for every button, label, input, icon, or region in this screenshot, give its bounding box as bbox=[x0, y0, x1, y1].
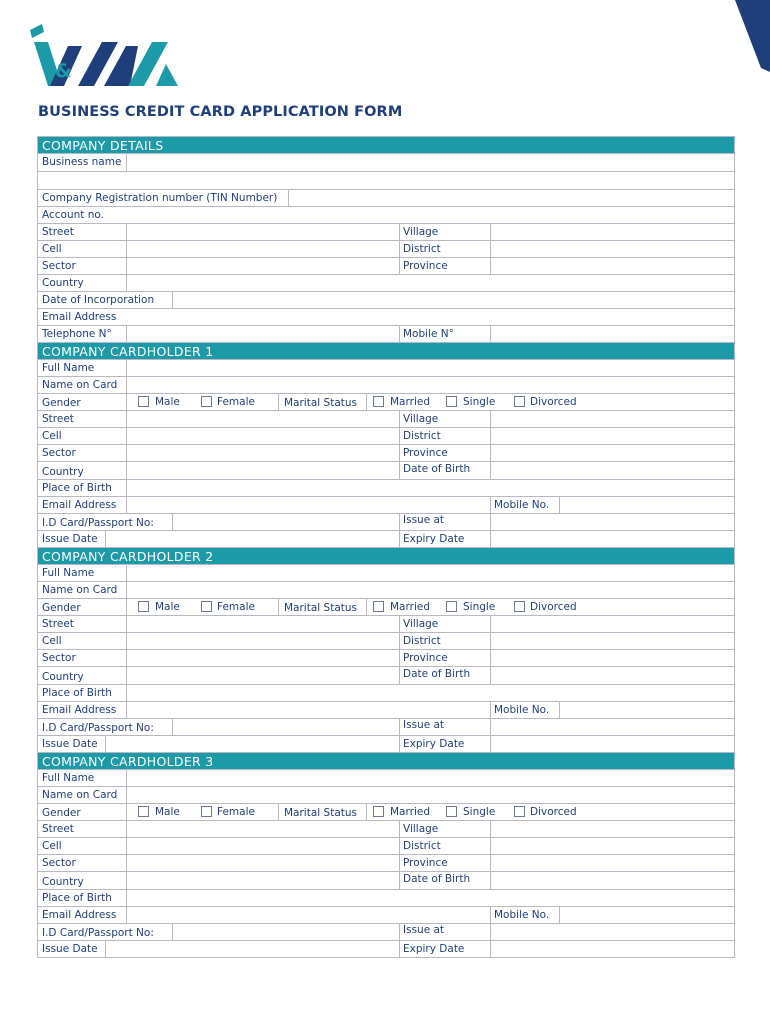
application-form bbox=[37, 136, 735, 958]
mobile-label: Mobile N° bbox=[403, 328, 454, 340]
holder2-street-label: Street bbox=[42, 618, 74, 630]
cell-divider bbox=[399, 719, 400, 735]
holder2-village-label: Village bbox=[403, 618, 439, 630]
holder3-village-input[interactable] bbox=[491, 821, 733, 837]
holder2-issue-date-row bbox=[38, 735, 734, 752]
cell-divider bbox=[278, 804, 279, 820]
corner-accent-shape bbox=[731, 0, 770, 72]
holder3-name-on-card-input[interactable] bbox=[127, 787, 733, 803]
holder3-divorced-checkbox[interactable] bbox=[514, 806, 525, 817]
holder2-issue-date-label: Issue Date bbox=[42, 738, 98, 750]
holder1-issue-date-input[interactable] bbox=[106, 531, 398, 547]
holder1-id-card-label: I.D Card/Passport No: bbox=[42, 517, 154, 529]
holder1-place-of-birth-label: Place of Birth bbox=[42, 482, 112, 494]
holder3-full-name-row bbox=[38, 769, 734, 786]
holder2-province-label: Province bbox=[403, 652, 448, 664]
sector-input[interactable] bbox=[127, 258, 398, 274]
email-label: Email Address bbox=[42, 311, 117, 323]
village-input[interactable] bbox=[491, 224, 733, 240]
holder2-country-input[interactable] bbox=[127, 667, 398, 684]
holder1-cell-label: Cell bbox=[42, 430, 62, 442]
holder2-district-label: District bbox=[403, 635, 441, 647]
holder1-street-label: Street bbox=[42, 413, 74, 425]
holder1-gender-label: Gender bbox=[42, 397, 81, 409]
holder3-id-card-row bbox=[38, 923, 734, 940]
holder2-id-card-row bbox=[38, 718, 734, 735]
holder1-female-label: Female bbox=[217, 396, 255, 408]
holder3-village-label: Village bbox=[403, 823, 439, 835]
cell-divider bbox=[399, 445, 400, 461]
holder3-cell-input[interactable] bbox=[127, 838, 398, 854]
holder1-mobile-input[interactable] bbox=[560, 497, 733, 513]
holder3-street-input[interactable] bbox=[127, 821, 398, 837]
holder2-district-input[interactable] bbox=[491, 633, 733, 649]
date-incorporation-label: Date of Incorporation bbox=[42, 294, 155, 306]
holder2-expiry-date-label: Expiry Date bbox=[403, 738, 465, 750]
cell-divider bbox=[399, 326, 400, 342]
holder3-cell-row bbox=[38, 837, 734, 854]
cardholder-1-header: COMPANY CARDHOLDER 1 bbox=[38, 342, 734, 359]
holder1-id-card-input[interactable] bbox=[173, 514, 398, 530]
holder1-dob-input[interactable] bbox=[491, 462, 733, 479]
holder2-country-label: Country bbox=[42, 671, 84, 683]
cell-divider bbox=[126, 599, 127, 615]
holder3-female-checkbox[interactable] bbox=[201, 806, 212, 817]
cell-divider bbox=[278, 394, 279, 410]
email-row bbox=[38, 308, 734, 325]
sector-row bbox=[38, 257, 734, 274]
holder2-name-on-card-label: Name on Card bbox=[42, 584, 118, 596]
holder1-province-label: Province bbox=[403, 447, 448, 459]
holder1-village-input[interactable] bbox=[491, 411, 733, 427]
holder1-district-label: District bbox=[403, 430, 441, 442]
cell-divider bbox=[399, 736, 400, 752]
holder1-name-on-card-row bbox=[38, 376, 734, 393]
business-name-input-line2[interactable] bbox=[39, 172, 733, 189]
holder3-sector-label: Sector bbox=[42, 857, 76, 869]
holder1-cell-row bbox=[38, 427, 734, 444]
holder1-issue-at-label: Issue at bbox=[403, 514, 445, 526]
account-no-input[interactable] bbox=[127, 207, 733, 223]
holder1-email-label: Email Address bbox=[42, 499, 117, 511]
holder2-gender-row bbox=[38, 598, 734, 615]
holder2-full-name-label: Full Name bbox=[42, 567, 95, 579]
holder1-sector-input[interactable] bbox=[127, 445, 398, 461]
cell-divider bbox=[490, 497, 491, 513]
holder1-country-input[interactable] bbox=[127, 462, 398, 479]
holder2-single-checkbox[interactable] bbox=[446, 601, 457, 612]
holder2-gender-label: Gender bbox=[42, 602, 81, 614]
holder1-country-label: Country bbox=[42, 466, 84, 478]
holder2-dob-input[interactable] bbox=[491, 667, 733, 684]
holder2-cell-input[interactable] bbox=[127, 633, 398, 649]
holder1-marital-status-label: Marital Status bbox=[284, 397, 357, 409]
holder2-street-input[interactable] bbox=[127, 616, 398, 632]
holder1-street-row bbox=[38, 410, 734, 427]
holder3-single-checkbox[interactable] bbox=[446, 806, 457, 817]
holder1-id-card-row bbox=[38, 513, 734, 530]
holder1-name-on-card-input[interactable] bbox=[127, 377, 733, 393]
holder1-expiry-date-label: Expiry Date bbox=[403, 533, 465, 545]
holder1-place-of-birth-row bbox=[38, 479, 734, 496]
telephone-label: Telephone N° bbox=[42, 328, 112, 340]
district-input[interactable] bbox=[491, 241, 733, 257]
cell-divider bbox=[399, 633, 400, 649]
holder3-dob-label: Date of Birth bbox=[403, 873, 471, 885]
holder1-country-row bbox=[38, 461, 734, 479]
cell-divider bbox=[490, 907, 491, 923]
holder3-email-input[interactable] bbox=[127, 907, 489, 923]
holder3-country-label: Country bbox=[42, 876, 84, 888]
holder1-email-input[interactable] bbox=[127, 497, 489, 513]
cell-divider bbox=[399, 667, 400, 684]
holder3-marital-status-label: Marital Status bbox=[284, 807, 357, 819]
telephone-row bbox=[38, 325, 734, 342]
holder1-dob-label: Date of Birth bbox=[403, 463, 471, 475]
account-no-label: Account no. bbox=[42, 209, 104, 221]
holder1-male-checkbox[interactable] bbox=[138, 396, 149, 407]
holder2-sector-label: Sector bbox=[42, 652, 76, 664]
cell-label: Cell bbox=[42, 243, 62, 255]
cell-divider bbox=[399, 616, 400, 632]
holder3-place-of-birth-row bbox=[38, 889, 734, 906]
cell-row bbox=[38, 240, 734, 257]
holder3-country-row bbox=[38, 871, 734, 889]
holder3-gender-row bbox=[38, 803, 734, 820]
country-input[interactable] bbox=[127, 275, 733, 291]
account-no-row bbox=[38, 206, 734, 223]
holder2-place-of-birth-input[interactable] bbox=[127, 685, 733, 701]
holder1-divorced-label: Divorced bbox=[530, 396, 577, 408]
cell-divider bbox=[126, 394, 127, 410]
holder2-single-label: Single bbox=[463, 601, 496, 613]
reg-number-row bbox=[38, 189, 734, 206]
holder2-full-name-row bbox=[38, 564, 734, 581]
bank-logo bbox=[28, 24, 180, 90]
holder3-dob-input[interactable] bbox=[491, 872, 733, 889]
date-incorporation-input[interactable] bbox=[173, 292, 733, 308]
holder3-district-label: District bbox=[403, 840, 441, 852]
holder3-place-of-birth-label: Place of Birth bbox=[42, 892, 112, 904]
cell-divider bbox=[399, 872, 400, 889]
holder1-district-input[interactable] bbox=[491, 428, 733, 444]
holder3-name-on-card-label: Name on Card bbox=[42, 789, 118, 801]
holder2-name-on-card-input[interactable] bbox=[127, 582, 733, 598]
cell-divider bbox=[399, 924, 400, 940]
cell-divider bbox=[399, 855, 400, 871]
holder3-cell-label: Cell bbox=[42, 840, 62, 852]
holder1-married-label: Married bbox=[390, 396, 430, 408]
holder1-province-input[interactable] bbox=[491, 445, 733, 461]
business-name-row bbox=[38, 153, 734, 171]
holder1-street-input[interactable] bbox=[127, 411, 398, 427]
holder3-issue-at-input[interactable] bbox=[491, 924, 733, 940]
cell-divider bbox=[399, 241, 400, 257]
holder1-full-name-label: Full Name bbox=[42, 362, 95, 374]
province-label: Province bbox=[403, 260, 448, 272]
cell-divider bbox=[278, 599, 279, 615]
cell-divider bbox=[399, 941, 400, 957]
holder1-married-checkbox[interactable] bbox=[373, 396, 384, 407]
holder1-issue-date-row bbox=[38, 530, 734, 547]
holder2-email-label: Email Address bbox=[42, 704, 117, 716]
cell-divider bbox=[399, 514, 400, 530]
country-row bbox=[38, 274, 734, 291]
holder1-email-row bbox=[38, 496, 734, 513]
cell-divider bbox=[126, 804, 127, 820]
holder1-mobile-label: Mobile No. bbox=[494, 499, 550, 511]
svg-text:&: & bbox=[55, 60, 72, 82]
cell-divider bbox=[399, 838, 400, 854]
cell-divider bbox=[399, 821, 400, 837]
holder2-issue-at-input[interactable] bbox=[491, 719, 733, 735]
holder3-issue-at-label: Issue at bbox=[403, 924, 445, 936]
cardholder-3-header: COMPANY CARDHOLDER 3 bbox=[38, 752, 734, 769]
email-input[interactable] bbox=[127, 309, 733, 325]
business-name-label: Business name bbox=[42, 156, 122, 168]
holder2-name-on-card-row bbox=[38, 581, 734, 598]
holder3-id-card-label: I.D Card/Passport No: bbox=[42, 927, 154, 939]
holder3-street-row bbox=[38, 820, 734, 837]
form-title: BUSINESS CREDIT CARD APPLICATION FORM bbox=[38, 104, 403, 120]
holder2-female-label: Female bbox=[217, 601, 255, 613]
reg-number-input[interactable] bbox=[289, 190, 733, 206]
holder2-email-row bbox=[38, 701, 734, 718]
holder2-place-of-birth-row bbox=[38, 684, 734, 701]
cell-divider bbox=[399, 650, 400, 666]
holder3-province-label: Province bbox=[403, 857, 448, 869]
cardholder-2-header: COMPANY CARDHOLDER 2 bbox=[38, 547, 734, 564]
street-label: Street bbox=[42, 226, 74, 238]
holder2-issue-at-label: Issue at bbox=[403, 719, 445, 731]
holder2-mobile-input[interactable] bbox=[560, 702, 733, 718]
mobile-input[interactable] bbox=[491, 326, 733, 342]
holder2-province-input[interactable] bbox=[491, 650, 733, 666]
holder3-expiry-date-input[interactable] bbox=[491, 941, 733, 957]
holder3-email-label: Email Address bbox=[42, 909, 117, 921]
sector-label: Sector bbox=[42, 260, 76, 272]
holder2-sector-input[interactable] bbox=[127, 650, 398, 666]
holder3-issue-date-row bbox=[38, 940, 734, 957]
cell-divider bbox=[399, 258, 400, 274]
holder3-married-label: Married bbox=[390, 806, 430, 818]
holder3-country-input[interactable] bbox=[127, 872, 398, 889]
incorporation-row bbox=[38, 291, 734, 308]
cell-divider bbox=[490, 702, 491, 718]
holder3-street-label: Street bbox=[42, 823, 74, 835]
holder3-name-on-card-row bbox=[38, 786, 734, 803]
holder3-mobile-input[interactable] bbox=[560, 907, 733, 923]
holder2-married-checkbox[interactable] bbox=[373, 601, 384, 612]
holder2-id-card-label: I.D Card/Passport No: bbox=[42, 722, 154, 734]
holder3-male-checkbox[interactable] bbox=[138, 806, 149, 817]
holder1-male-label: Male bbox=[155, 396, 180, 408]
reg-number-label: Company Registration number (TIN Number) bbox=[42, 192, 278, 204]
holder1-cell-input[interactable] bbox=[127, 428, 398, 444]
holder3-district-input[interactable] bbox=[491, 838, 733, 854]
cell-divider bbox=[366, 599, 367, 615]
holder1-single-checkbox[interactable] bbox=[446, 396, 457, 407]
holder2-male-checkbox[interactable] bbox=[138, 601, 149, 612]
holder1-place-of-birth-input[interactable] bbox=[127, 480, 733, 496]
holder2-male-label: Male bbox=[155, 601, 180, 613]
business-name-row-2 bbox=[38, 171, 734, 189]
holder2-country-row bbox=[38, 666, 734, 684]
cell-divider bbox=[399, 531, 400, 547]
holder2-street-row bbox=[38, 615, 734, 632]
cell-divider bbox=[399, 428, 400, 444]
holder3-mobile-label: Mobile No. bbox=[494, 909, 550, 921]
holder3-id-card-input[interactable] bbox=[173, 924, 398, 940]
holder3-gender-label: Gender bbox=[42, 807, 81, 819]
holder2-divorced-checkbox[interactable] bbox=[514, 601, 525, 612]
holder3-male-label: Male bbox=[155, 806, 180, 818]
holder3-full-name-input[interactable] bbox=[127, 770, 733, 786]
holder3-married-checkbox[interactable] bbox=[373, 806, 384, 817]
holder3-full-name-label: Full Name bbox=[42, 772, 95, 784]
holder1-divorced-checkbox[interactable] bbox=[514, 396, 525, 407]
holder1-gender-row bbox=[38, 393, 734, 410]
business-name-input[interactable] bbox=[127, 154, 733, 171]
province-input[interactable] bbox=[491, 258, 733, 274]
holder2-issue-date-input[interactable] bbox=[106, 736, 398, 752]
holder2-divorced-label: Divorced bbox=[530, 601, 577, 613]
cell-divider bbox=[366, 804, 367, 820]
cell-divider bbox=[399, 411, 400, 427]
street-row bbox=[38, 223, 734, 240]
street-input[interactable] bbox=[127, 224, 398, 240]
cell-divider bbox=[399, 224, 400, 240]
holder3-issue-date-input[interactable] bbox=[106, 941, 398, 957]
holder2-expiry-date-input[interactable] bbox=[491, 736, 733, 752]
holder1-sector-label: Sector bbox=[42, 447, 76, 459]
holder3-female-label: Female bbox=[217, 806, 255, 818]
holder3-divorced-label: Divorced bbox=[530, 806, 577, 818]
holder2-email-input[interactable] bbox=[127, 702, 489, 718]
cell-divider bbox=[366, 394, 367, 410]
country-label: Country bbox=[42, 277, 84, 289]
holder2-cell-row bbox=[38, 632, 734, 649]
holder1-village-label: Village bbox=[403, 413, 439, 425]
cell-input[interactable] bbox=[127, 241, 398, 257]
cell-divider bbox=[399, 462, 400, 479]
holder1-single-label: Single bbox=[463, 396, 496, 408]
holder1-expiry-date-input[interactable] bbox=[491, 531, 733, 547]
holder2-id-card-input[interactable] bbox=[173, 719, 398, 735]
holder2-cell-label: Cell bbox=[42, 635, 62, 647]
holder3-single-label: Single bbox=[463, 806, 496, 818]
telephone-input[interactable] bbox=[127, 326, 398, 342]
holder2-sector-row bbox=[38, 649, 734, 666]
company-details-header: COMPANY DETAILS bbox=[38, 136, 734, 153]
holder2-place-of-birth-label: Place of Birth bbox=[42, 687, 112, 699]
holder2-full-name-input[interactable] bbox=[127, 565, 733, 581]
holder2-marital-status-label: Marital Status bbox=[284, 602, 357, 614]
holder3-sector-input[interactable] bbox=[127, 855, 398, 871]
holder3-province-input[interactable] bbox=[491, 855, 733, 871]
holder1-issue-at-input[interactable] bbox=[491, 514, 733, 530]
village-label: Village bbox=[403, 226, 439, 238]
holder3-sector-row bbox=[38, 854, 734, 871]
holder1-sector-row bbox=[38, 444, 734, 461]
holder2-married-label: Married bbox=[390, 601, 430, 613]
holder3-place-of-birth-input[interactable] bbox=[127, 890, 733, 906]
holder3-issue-date-label: Issue Date bbox=[42, 943, 98, 955]
holder1-issue-date-label: Issue Date bbox=[42, 533, 98, 545]
holder2-village-input[interactable] bbox=[491, 616, 733, 632]
holder2-mobile-label: Mobile No. bbox=[494, 704, 550, 716]
holder1-female-checkbox[interactable] bbox=[201, 396, 212, 407]
holder1-full-name-input[interactable] bbox=[127, 360, 733, 376]
holder1-full-name-row bbox=[38, 359, 734, 376]
holder3-expiry-date-label: Expiry Date bbox=[403, 943, 465, 955]
holder1-name-on-card-label: Name on Card bbox=[42, 379, 118, 391]
district-label: District bbox=[403, 243, 441, 255]
holder2-dob-label: Date of Birth bbox=[403, 668, 471, 680]
holder2-female-checkbox[interactable] bbox=[201, 601, 212, 612]
holder3-email-row bbox=[38, 906, 734, 923]
